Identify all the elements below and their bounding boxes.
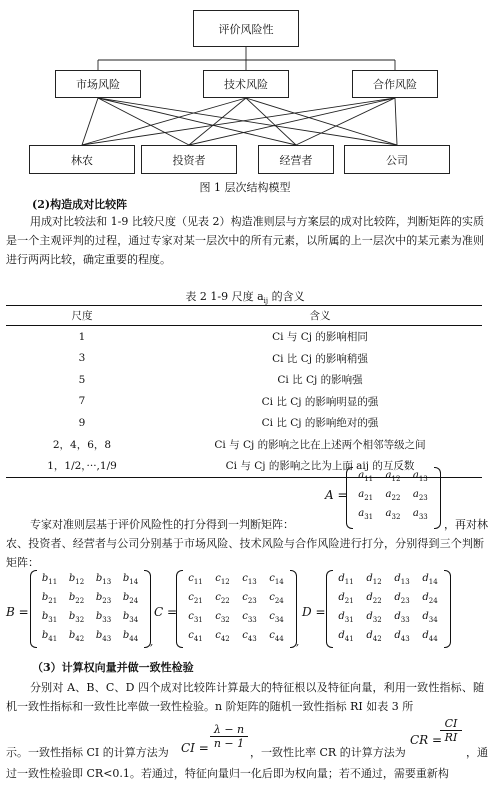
matrix-cell: $d_{44}$ (422, 630, 438, 643)
matrix-cell: $b_{42}$ (68, 630, 85, 643)
matrix-cell: $b_{21}$ (41, 592, 58, 605)
matrix-cell: $a_{33}$ (412, 508, 428, 521)
matrix-a-right-bracket (434, 467, 441, 529)
judgment-text-b: ，再对林 (444, 518, 488, 531)
judgment-text-c: 农、投资者、经营者与公司分别基于市场风险、技术风险与合作风险进行打分，分别得到三个判断矩阵： (6, 537, 484, 569)
matrix-cell: $d_{11}$ (338, 573, 354, 586)
matrix-cell: $c_{23}$ (242, 592, 257, 605)
judgment-text-a: 专家对准则层基于评价风险性的打分得到一判断矩阵： (30, 518, 294, 531)
diagram-alternative-investor: 投资者 (141, 145, 237, 174)
table-cell-scale: 7 (78, 395, 86, 408)
matrix-cell: $c_{22}$ (215, 592, 230, 605)
table-row (6, 348, 482, 370)
matrix-cell: $c_{13}$ (242, 573, 257, 586)
matrix-cell: $d_{14}$ (422, 573, 438, 586)
matrix-c-separator: , (296, 637, 300, 648)
table-cell-meaning: Ci 比 Cj 的影响明显的强 (261, 395, 379, 408)
diagram-criterion-technology: 技术风险 (203, 70, 289, 98)
matrix-cell: $b_{41}$ (41, 630, 58, 643)
diagram-root-node: 评价风险性 (193, 10, 299, 47)
matrix-cell: $b_{14}$ (122, 573, 139, 586)
matrix-cell: $a_{22}$ (385, 489, 401, 502)
cr-formula-fraction (440, 717, 462, 744)
matrix-cell: $c_{11}$ (188, 573, 203, 586)
ci-formula-numerator: λ − n (213, 723, 245, 736)
figure-caption: 图 1 层次结构模型 (199, 181, 291, 194)
cr-formula-lhs: CR = (410, 733, 443, 747)
table-cell-scale: 1，1/2，···,1/9 (6, 455, 158, 477)
ci-formula-lhs: CI = (181, 741, 209, 755)
matrix-d-right-bracket (444, 570, 451, 648)
table-cell-scale: 2，4，6，8 (52, 438, 112, 451)
matrix-cell: $d_{13}$ (394, 573, 410, 586)
section-3-line-cr: ，一致性比率 CR 的计算方法为 (250, 746, 406, 759)
table-cell-meaning: Ci 与 Cj 的影响之比在上述两个相邻等级之间 (214, 438, 426, 451)
table-cell-meaning: Ci 与 Cj 的影响之比为上面 aij 的互反数 (158, 455, 482, 477)
matrix-cell: $b_{31}$ (41, 611, 58, 624)
table-row (6, 326, 482, 348)
diagram-alternative-operator: 经营者 (258, 145, 334, 174)
matrix-cell: $c_{31}$ (188, 611, 203, 624)
table-caption: 表 2 1-9 尺度 $a_{ij}$ 的含义 (185, 290, 305, 306)
section-2-paragraph: 用成对比较法和 1-9 比较尺度（见表 2）构造准则层与方案层的成对比较阵，判断矩阵的实质是一个主观评判的过程，通过专家对某一层次中的所有元素，以所属的上一层次中的某元素为准则进行两两比较，确定重要的程度。 (6, 215, 484, 266)
table-cell-scale: 9 (78, 416, 86, 429)
matrix-c-label: C = (154, 605, 178, 619)
table-row (6, 434, 482, 456)
matrix-cell: $b_{13}$ (95, 573, 112, 586)
matrix-cell: $c_{34}$ (269, 611, 284, 624)
cr-formula-denominator: RI (440, 730, 462, 744)
matrix-cell: $c_{41}$ (188, 630, 203, 643)
matrix-cell: $a_{31}$ (358, 508, 374, 521)
table-row (6, 369, 482, 391)
matrix-cell: $b_{22}$ (68, 592, 85, 605)
matrix-cell: $b_{32}$ (68, 611, 85, 624)
matrix-cell: $d_{21}$ (338, 592, 354, 605)
matrix-cell: $d_{22}$ (366, 592, 382, 605)
section-3-line-ci: 示。一致性指标 CI 的计算方法为 (6, 746, 169, 759)
matrix-cell: $d_{12}$ (366, 573, 382, 586)
matrix-d (332, 573, 444, 643)
diagram-criterion-cooperation: 合作风险 (352, 70, 438, 98)
section-3-line-tail: ，通 (466, 746, 488, 759)
table-header-row (6, 306, 482, 326)
matrix-cell: $c_{21}$ (188, 592, 203, 605)
matrix-cell: $c_{32}$ (215, 611, 230, 624)
section-3-heading: （3）计算权向量并做一致性检验 (32, 661, 194, 674)
matrix-cell: $d_{23}$ (394, 592, 410, 605)
matrix-cell: $d_{41}$ (338, 630, 354, 643)
table-row (6, 412, 482, 434)
matrix-cell: $b_{11}$ (41, 573, 58, 586)
table-cell-meaning: Ci 比 Cj 的影响绝对的强 (261, 417, 379, 430)
table-cell-meaning: Ci 比 Cj 的影响强 (277, 374, 363, 387)
matrix-cell: $b_{44}$ (122, 630, 139, 643)
section-3-last-line: 过一致性检验即 CR<0.1。若通过，特征向量归一化后即为权向量；若不通过，需要重新构 (6, 767, 449, 780)
matrix-cell: $a_{12}$ (385, 470, 401, 483)
matrix-cell: $c_{43}$ (242, 630, 257, 643)
matrix-cell: $d_{32}$ (366, 611, 382, 624)
matrix-cell: $d_{34}$ (422, 611, 438, 624)
matrix-cell: $a_{23}$ (412, 489, 428, 502)
cr-formula-numerator: CI (444, 717, 458, 730)
ci-formula-fraction (210, 723, 248, 750)
table-header-scale: 尺度 (6, 306, 158, 326)
ci-formula-denominator: n − 1 (210, 736, 248, 750)
matrix-cell: $d_{42}$ (366, 630, 382, 643)
matrix-cell: $d_{31}$ (338, 611, 354, 624)
matrix-cell: $d_{24}$ (422, 592, 438, 605)
matrix-cell: $c_{12}$ (215, 573, 230, 586)
matrix-cell: $a_{11}$ (358, 470, 374, 483)
scale-table (6, 305, 482, 478)
section-3-paragraph: 分别对 A、B、C、D 四个成对比较阵计算最大的特征根以及特征向量，利用一致性指标、随机一致性指标和一致性比率做一致性检验。n 阶矩阵的随机一致性指标 RI 如表 3 所 (6, 681, 484, 713)
table-cell-scale: 3 (78, 352, 86, 365)
matrix-b-label: B = (6, 605, 29, 619)
matrix-cell: $c_{42}$ (215, 630, 230, 643)
matrix-d-label: D = (302, 605, 326, 619)
matrix-a-label: A = (325, 488, 348, 502)
diagram-alternative-farmer: 林农 (29, 145, 135, 174)
table-header-meaning: 含义 (158, 306, 482, 326)
table-cell-meaning: Ci 与 Cj 的影响相同 (272, 331, 368, 344)
table-cell-scale: 5 (78, 373, 86, 386)
matrix-cell: $c_{24}$ (269, 592, 284, 605)
matrix-c (182, 573, 290, 643)
matrix-cell: $d_{43}$ (394, 630, 410, 643)
matrix-cell: $d_{33}$ (394, 611, 410, 624)
matrix-cell: $b_{24}$ (122, 592, 139, 605)
table-row (6, 391, 482, 413)
matrix-a (352, 470, 434, 521)
matrix-b (36, 573, 144, 643)
matrix-cell: $c_{44}$ (269, 630, 284, 643)
matrix-cell: $a_{21}$ (358, 489, 374, 502)
diagram-criterion-market: 市场风险 (55, 70, 141, 98)
table-cell-meaning: Ci 比 Cj 的影响稍强 (272, 352, 368, 365)
matrix-b-separator: , (150, 637, 154, 648)
matrix-cell: $b_{43}$ (95, 630, 112, 643)
matrix-cell: $b_{23}$ (95, 592, 112, 605)
section-2-heading: (2)构造成对比较阵 (32, 198, 128, 211)
matrix-cell: $a_{32}$ (385, 508, 401, 521)
matrix-cell: $b_{12}$ (68, 573, 85, 586)
matrix-cell: $b_{34}$ (122, 611, 139, 624)
diagram-alternative-company: 公司 (344, 145, 450, 174)
matrix-cell: $c_{33}$ (242, 611, 257, 624)
table-cell-scale: 1 (78, 330, 86, 343)
matrix-cell: $a_{13}$ (412, 470, 428, 483)
matrix-cell: $b_{33}$ (95, 611, 112, 624)
matrix-cell: $c_{14}$ (269, 573, 284, 586)
